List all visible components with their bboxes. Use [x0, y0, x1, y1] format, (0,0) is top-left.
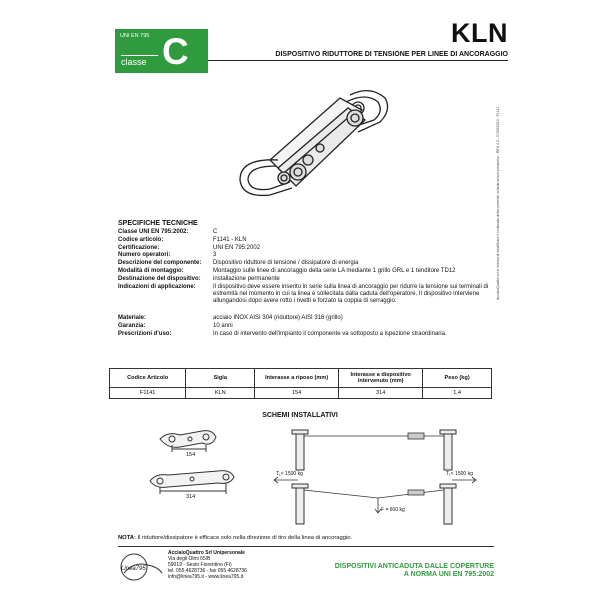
force-down-label: F = 600 kg [381, 507, 405, 513]
th-peso: Peso (kg) [423, 369, 492, 388]
badge-standard: UNI EN 795 [120, 33, 150, 39]
dim-open-label: 314 [186, 494, 196, 500]
spec-value: Il dispositivo deve essere inserito in serie sulla linea di ancoraggio per ridurre la tensione sui terminali di estremità nel momento in cui la linea è sollecitata dalla caduta dell'operatore. Il dispositivo interviene allungandosi dopo avere rotto i rivetti e forzato la coppia di serraggio. [213, 283, 489, 304]
note-label: NOTA: [118, 535, 136, 541]
company-phone: tel. 055 4628736 - fax 055 4628736 [168, 568, 247, 574]
badge-rule [121, 55, 158, 56]
specs-heading: SPECIFICHE TECNICHE [118, 220, 198, 227]
spec-key: Garanzia: [118, 323, 146, 330]
td-interasse-riposo: 154 [255, 388, 339, 399]
company-address2: 59019 - Sesto Fiorentino (Fi) [168, 562, 232, 568]
spec-value: 10 anni [213, 323, 233, 330]
spec-value: Montaggio sulle linee di ancoraggio della serie LA mediante 1 grillo GRL e 1 tenditore TD12 [213, 268, 456, 274]
spec-value: acciaio INOX AISI 304 (riduttore) AISI 316 (grillo) [213, 315, 343, 322]
spec-value: In caso di intervento dell'impianto il componente va sottoposto a ispezione straordinaria. [213, 331, 447, 337]
classe-badge [115, 29, 208, 73]
badge-classe-letter: C [162, 31, 189, 72]
table-header-row [110, 369, 492, 388]
spec-key: Descrizione del componente: [118, 260, 202, 267]
td-sigla: KLN [186, 388, 255, 399]
th-codice: Codice Articolo [110, 369, 186, 388]
dim-rest-label: 154 [186, 452, 196, 458]
logo-text: Linea795 [121, 566, 146, 572]
spec-value: 3 [213, 252, 217, 259]
slogan-line2: A NORMA UNI EN 795:2002 [403, 571, 494, 578]
slogan-line1: DISPOSITIVI ANTICADUTA DALLE COPERTURE [334, 563, 494, 570]
side-disclaimer: AcciaioQuattro srl si riserva di modificare il contenuto della presente scheda senza preavviso - REV 4.3 - 07/09/2010 - F1141 [496, 106, 500, 300]
product-table [109, 368, 492, 399]
spec-key: Indicazioni di applicazione: [118, 283, 196, 290]
footer-slogan [335, 563, 494, 579]
spec-key: Classe UNI EN 795:2002: [118, 229, 189, 235]
spec-value: Dispositivo riduttore di tensione / dissipatore di energia [213, 260, 359, 267]
badge-classe-word: classe [121, 57, 147, 67]
footer-rule [118, 546, 494, 547]
spec-key: Certificazione: [118, 244, 160, 251]
force-left-label: T₁< 1500 kg [276, 471, 303, 477]
th-interasse-riposo: Interasse a riposo (mm) [255, 369, 339, 388]
company-name: AcciaioQuattro Srl Unipersonale [168, 550, 245, 556]
spec-key: Destinazione del dispositivo: [118, 275, 201, 282]
company-address1: Via degli Olmi 65/B [168, 556, 211, 562]
spec-value: UNI EN 795:2002 [213, 244, 261, 251]
company-web: info@linea795.it - www.linea795.it [168, 574, 244, 580]
note [118, 535, 352, 541]
product-illustration [230, 80, 400, 210]
spec-key: Materiale: [118, 315, 147, 322]
td-peso: 1,4 [423, 388, 492, 399]
note-text: Il riduttore/dissipatore è efficace solo nella direzione di tiro della linea di ancoraggio. [135, 535, 353, 541]
dimension-sketches [140, 425, 240, 505]
spec-key: Modalità di montaggio: [118, 268, 184, 274]
company-info [168, 550, 247, 580]
schemi-heading: SCHEMI INSTALLATIVI [262, 412, 338, 419]
spec-value: installazione permanente [213, 275, 280, 282]
spec-key: Prescrizioni d'uso: [118, 331, 172, 337]
th-interasse-intervenuto: Interasse a dispositivo intervenuto (mm) [339, 369, 423, 388]
spec-key: Codice articolo: [118, 236, 164, 243]
spec-key: Numero operatori: [118, 252, 171, 259]
th-sigla: Sigla [186, 369, 255, 388]
force-right-label: T₁< 1500 kg [446, 471, 473, 477]
spec-value: F1141 - KLN [213, 236, 247, 243]
page-subtitle: DISPOSITIVO RIDUTTORE DI TENSIONE PER LINEE DI ANCORAGGIO [275, 51, 508, 58]
spec-value: C [213, 229, 218, 235]
title-rule [208, 60, 508, 61]
td-codice: F1141 [110, 388, 186, 399]
td-interasse-intervenuto: 314 [339, 388, 423, 399]
page-title: KLN [451, 18, 508, 48]
table-row [110, 388, 492, 399]
